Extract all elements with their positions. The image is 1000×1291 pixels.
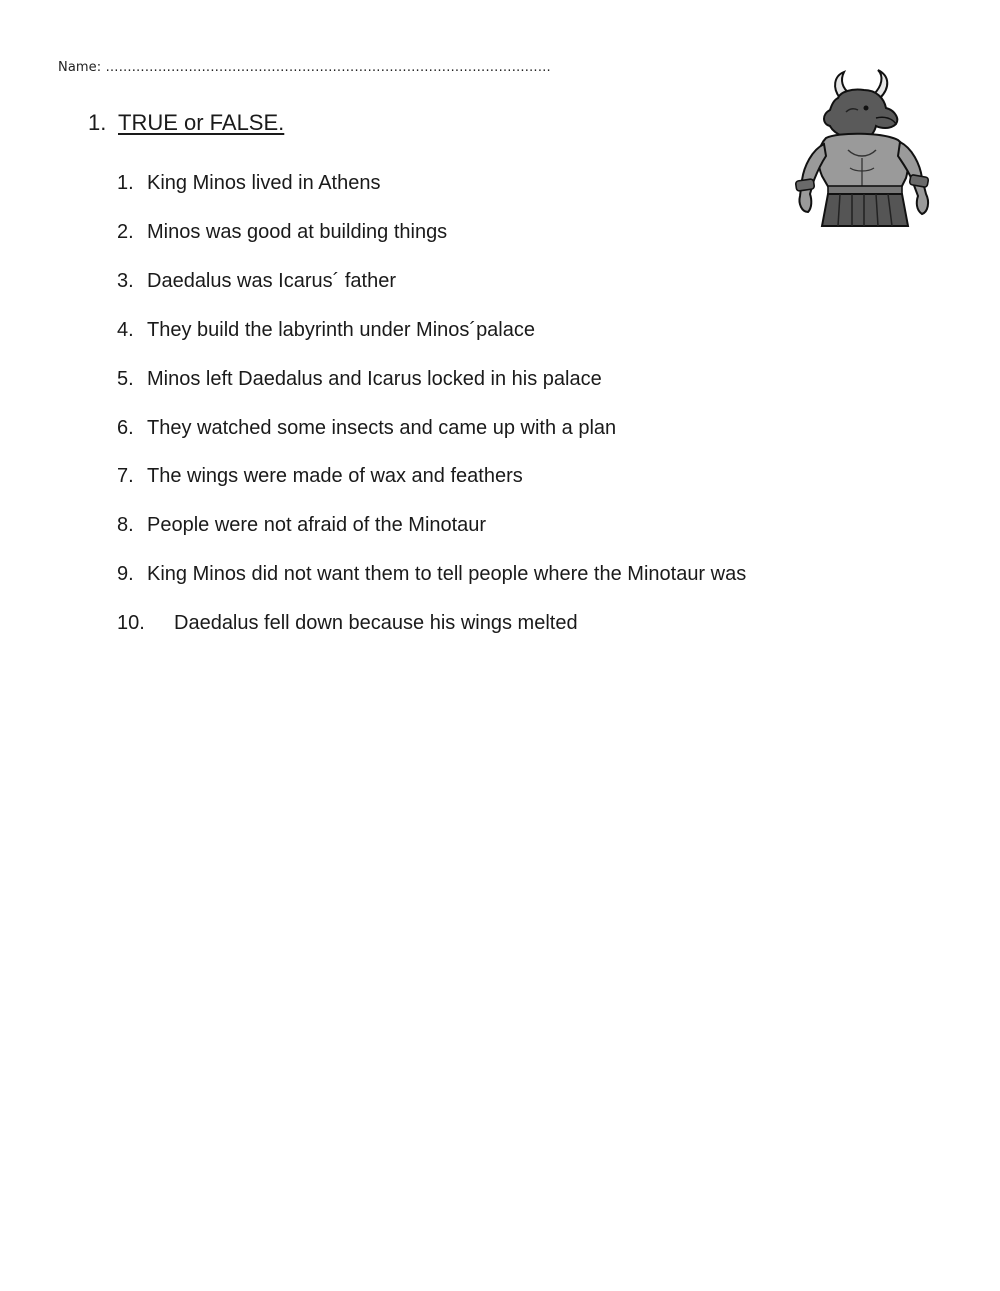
question-text: Daedalus fell down because his wings melted [174,612,578,634]
question-number: 1. [117,172,134,194]
question-text: The wings were made of wax and feathers [147,465,523,487]
question-item [117,563,746,586]
section-title: TRUE or FALSE. [118,110,285,135]
minotaur-icon [782,68,942,228]
question-number: 3. [117,270,134,292]
question-item [117,368,602,391]
question-text: Daedalus was Icarus´ father [147,270,397,292]
question-text: King Minos lived in Athens [147,172,381,194]
question-text: They watched some insects and came up with a plan [147,417,617,439]
name-field-label: Name: ………………………………………………………………………………………… [58,60,551,75]
question-item [117,319,535,342]
question-text: King Minos did not want them to tell people where the Minotaur was [147,563,747,585]
question-item [117,172,380,195]
question-number: 10. [117,612,145,634]
question-text: Minos left Daedalus and Icarus locked in his palace [147,368,602,390]
question-item [117,465,523,488]
question-number: 4. [117,319,134,341]
question-text: Minos was good at building things [147,221,448,243]
question-text: People were not afraid of the Minotaur [147,514,487,536]
question-number: 7. [117,465,134,487]
question-number: 5. [117,368,134,390]
question-item [117,514,486,537]
question-number: 8. [117,514,134,536]
section-heading [88,110,284,136]
question-item [117,612,578,635]
question-number: 2. [117,221,134,243]
question-number: 6. [117,417,134,439]
question-text: They build the labyrinth under Minos´palace [147,319,535,341]
question-item [117,417,616,440]
question-item [117,221,447,244]
section-number: 1. [88,110,107,135]
question-item [117,270,396,293]
question-number: 9. [117,563,134,585]
